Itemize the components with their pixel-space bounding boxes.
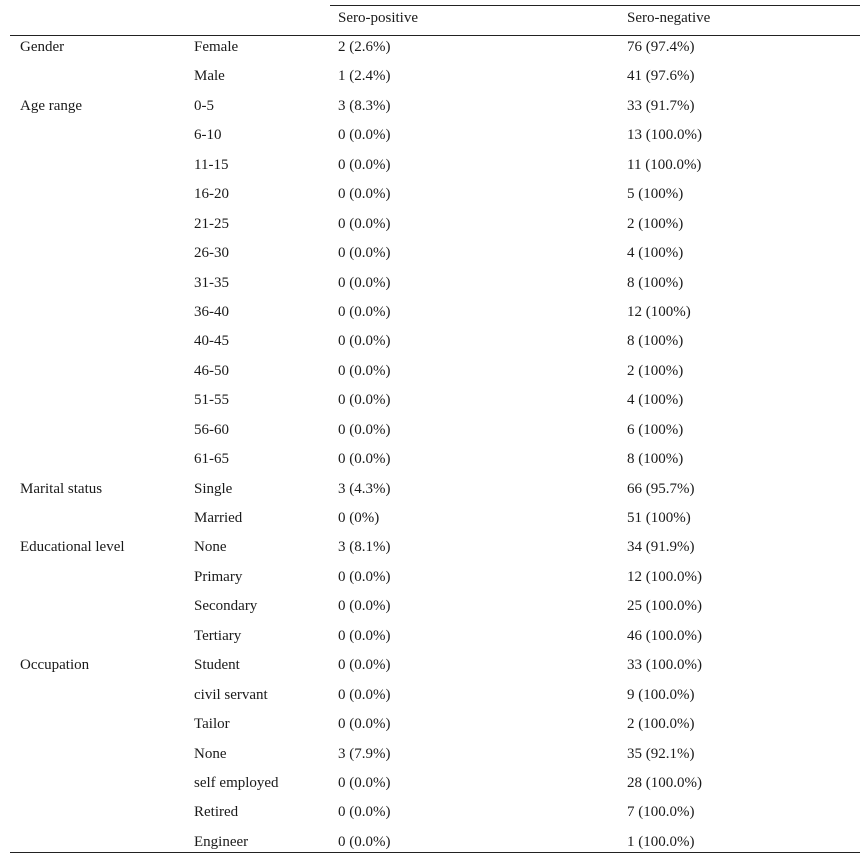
row-subgroup-label: 46-50: [194, 362, 229, 379]
cell-sero-negative: 35 (92.1%): [627, 745, 695, 762]
row-subgroup-label: None: [194, 745, 227, 762]
row-group-label: Marital status: [20, 480, 103, 497]
cell-sero-positive: 3 (7.9%): [338, 745, 391, 762]
cell-sero-positive: 0 (0.0%): [338, 686, 391, 703]
cell-sero-negative: 4 (100%): [627, 392, 684, 409]
cell-sero-positive: 1 (2.4%): [338, 68, 391, 85]
cell-sero-negative: 6 (100%): [627, 421, 684, 438]
cell-sero-positive: 0 (0.0%): [338, 127, 391, 144]
cell-sero-positive: 0 (0.0%): [338, 215, 391, 232]
table-row: [0, 479, 860, 508]
row-subgroup-label: civil servant: [194, 686, 268, 703]
row-subgroup-label: Tailor: [194, 716, 230, 733]
row-subgroup-label: 26-30: [194, 245, 229, 262]
cell-sero-positive: 0 (0.0%): [338, 392, 391, 409]
cell-sero-negative: 9 (100.0%): [627, 686, 695, 703]
cell-sero-negative: 12 (100%): [627, 303, 691, 320]
row-subgroup-label: 36-40: [194, 303, 229, 320]
cell-sero-negative: 11 (100.0%): [627, 156, 702, 173]
row-group-label: Gender: [20, 39, 65, 55]
table-row: [0, 802, 860, 831]
cell-sero-negative: 46 (100.0%): [627, 627, 702, 644]
table-row: [0, 567, 860, 596]
cell-sero-negative: 13 (100.0%): [627, 127, 702, 144]
table-row: [0, 420, 860, 449]
cell-sero-positive: 3 (4.3%): [338, 480, 391, 497]
header-sero-negative: Sero-negative: [627, 10, 711, 26]
row-subgroup-label: 16-20: [194, 186, 229, 203]
cell-sero-negative: 34 (91.9%): [627, 539, 695, 556]
cell-sero-negative: 2 (100%): [627, 215, 684, 232]
row-subgroup-label: Primary: [194, 568, 243, 585]
cell-sero-positive: 0 (0.0%): [338, 598, 391, 615]
row-subgroup-label: 51-55: [194, 392, 229, 409]
cell-sero-negative: 2 (100.0%): [627, 716, 695, 733]
row-subgroup-label: Tertiary: [194, 627, 242, 644]
table-row: [0, 273, 860, 302]
table-row: [0, 626, 860, 655]
cell-sero-negative: 5 (100%): [627, 186, 684, 203]
row-subgroup-label: Male: [194, 68, 225, 85]
table-body: [0, 37, 860, 861]
row-subgroup-label: Engineer: [194, 833, 249, 850]
cell-sero-positive: 2 (2.6%): [338, 39, 391, 55]
table-row: [0, 449, 860, 478]
row-subgroup-label: Retired: [194, 804, 239, 821]
cell-sero-negative: 33 (91.7%): [627, 97, 695, 114]
cell-sero-positive: 3 (8.1%): [338, 539, 391, 556]
row-subgroup-label: 0-5: [194, 97, 214, 114]
cell-sero-positive: 0 (0.0%): [338, 362, 391, 379]
table-row: [0, 302, 860, 331]
table-row: [0, 390, 860, 419]
cell-sero-positive: 0 (0%): [338, 510, 380, 526]
table-top-rule: [330, 5, 860, 6]
cell-sero-negative: 76 (97.4%): [627, 39, 695, 55]
cell-sero-positive: 0 (0.0%): [338, 657, 391, 674]
cell-sero-negative: 66 (95.7%): [627, 480, 695, 497]
row-subgroup-label: 6-10: [194, 127, 222, 144]
table-row: [0, 125, 860, 154]
table-row: [0, 96, 860, 125]
cell-sero-positive: 0 (0.0%): [338, 716, 391, 733]
table-row: [0, 331, 860, 360]
cell-sero-positive: 0 (0.0%): [338, 774, 391, 791]
row-subgroup-label: None: [194, 539, 227, 556]
table-row: [0, 685, 860, 714]
cell-sero-negative: 4 (100%): [627, 245, 684, 262]
table-row: [0, 744, 860, 773]
row-subgroup-label: 56-60: [194, 421, 229, 438]
row-subgroup-label: Single: [194, 480, 233, 497]
row-subgroup-label: Female: [194, 39, 239, 55]
row-group-label: Age range: [20, 97, 83, 114]
cell-sero-negative: 51 (100%): [627, 510, 691, 526]
table-row: [0, 508, 860, 537]
cell-sero-positive: 0 (0.0%): [338, 451, 391, 468]
table-row: [0, 243, 860, 272]
row-subgroup-label: Student: [194, 657, 240, 674]
cell-sero-negative: 28 (100.0%): [627, 774, 702, 791]
row-subgroup-label: 31-35: [194, 274, 229, 291]
cell-sero-positive: 0 (0.0%): [338, 245, 391, 262]
cell-sero-positive: 0 (0.0%): [338, 156, 391, 173]
cell-sero-positive: 3 (8.3%): [338, 97, 391, 114]
row-subgroup-label: 21-25: [194, 215, 229, 232]
cell-sero-negative: 1 (100.0%): [627, 833, 695, 850]
cell-sero-negative: 2 (100%): [627, 362, 684, 379]
row-subgroup-label: Secondary: [194, 598, 258, 615]
table-row: [0, 773, 860, 802]
row-group-label: Educational level: [20, 539, 125, 556]
table-row: [0, 714, 860, 743]
cell-sero-positive: 0 (0.0%): [338, 421, 391, 438]
row-subgroup-label: 61-65: [194, 451, 229, 468]
header-sero-positive: Sero-positive: [338, 10, 418, 26]
cell-sero-negative: 8 (100%): [627, 333, 684, 350]
cell-sero-negative: 25 (100.0%): [627, 598, 702, 615]
cell-sero-negative: 41 (97.6%): [627, 68, 695, 85]
cell-sero-positive: 0 (0.0%): [338, 568, 391, 585]
row-subgroup-label: Married: [194, 510, 243, 526]
cell-sero-positive: 0 (0.0%): [338, 627, 391, 644]
table-row: [0, 184, 860, 213]
table-row: [0, 155, 860, 184]
table-row: [0, 832, 860, 861]
table-row: [0, 537, 860, 566]
cell-sero-positive: 0 (0.0%): [338, 833, 391, 850]
cell-sero-negative: 8 (100%): [627, 451, 684, 468]
cell-sero-positive: 0 (0.0%): [338, 804, 391, 821]
row-subgroup-label: 11-15: [194, 156, 229, 173]
cell-sero-positive: 0 (0.0%): [338, 186, 391, 203]
row-subgroup-label: self employed: [194, 774, 279, 791]
table-header-rule: [10, 35, 860, 36]
cell-sero-negative: 33 (100.0%): [627, 657, 702, 674]
cell-sero-positive: 0 (0.0%): [338, 303, 391, 320]
table-row: [0, 596, 860, 625]
cell-sero-negative: 8 (100%): [627, 274, 684, 291]
row-subgroup-label: 40-45: [194, 333, 229, 350]
cell-sero-negative: 12 (100.0%): [627, 568, 702, 585]
row-group-label: Occupation: [20, 657, 90, 674]
cell-sero-positive: 0 (0.0%): [338, 333, 391, 350]
cell-sero-positive: 0 (0.0%): [338, 274, 391, 291]
table-row: [0, 361, 860, 390]
table-row: [0, 214, 860, 243]
cell-sero-negative: 7 (100.0%): [627, 804, 695, 821]
table-row: [0, 37, 860, 66]
table-row: [0, 66, 860, 95]
table-bottom-rule: [10, 852, 860, 853]
table-row: [0, 655, 860, 684]
